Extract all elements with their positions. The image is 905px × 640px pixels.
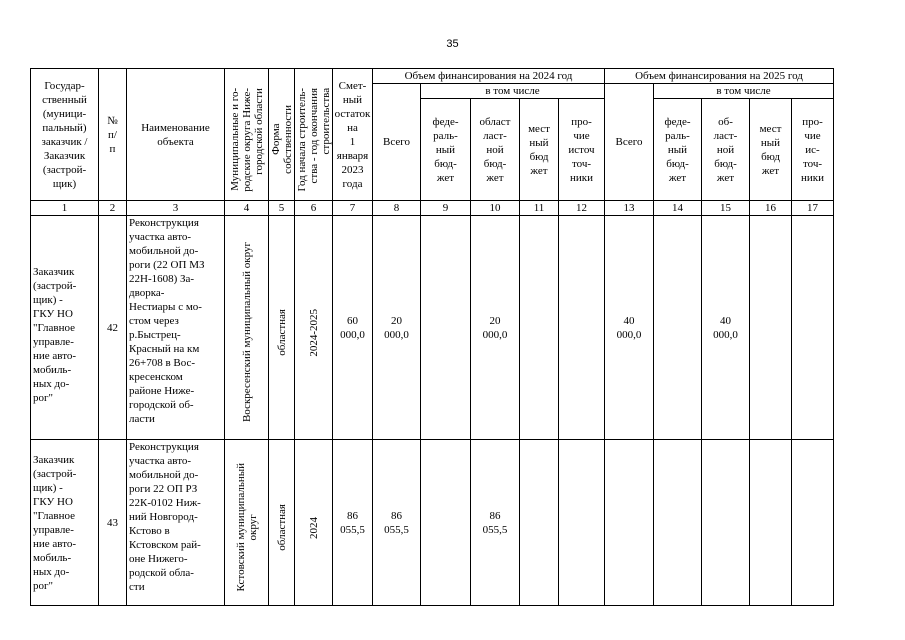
header-estimate: Смет- ный остаток на 1 января 2023 года	[333, 69, 373, 201]
cell-regional-2024: 20 000,0	[471, 216, 520, 440]
header-federal-2025: феде- раль- ный бюд- жет	[654, 99, 702, 201]
column-number: 15	[702, 201, 750, 216]
cell-customer: Заказчик (застрой- щик) - ГКУ НО "Главное управле- ние авто- мобиль- ных до- рог"	[31, 440, 99, 606]
header-ownership	[269, 69, 295, 201]
column-number: 12	[559, 201, 605, 216]
column-number: 14	[654, 201, 702, 216]
cell-years	[295, 440, 333, 606]
cell-years-text: 2024-2025	[307, 308, 320, 357]
cell-total-2024: 20 000,0	[373, 216, 421, 440]
header-local-2024: мест ный бюд жет	[520, 99, 559, 201]
cell-local-2024	[520, 216, 559, 440]
header-total-2024: Всего	[373, 84, 421, 201]
column-number: 9	[421, 201, 471, 216]
header-ownership-text: Форма собственности	[269, 105, 294, 174]
cell-ownership	[269, 216, 295, 440]
header-including-2025: в том числе	[654, 84, 834, 99]
header-municipality-text: Муниципальные и го- родские округа Ниже- городской области	[228, 87, 265, 192]
header-funding-2024: Объем финансирования на 2024 год	[373, 69, 605, 84]
cell-other-2024	[559, 440, 605, 606]
column-number: 16	[750, 201, 792, 216]
cell-federal-2025	[654, 216, 702, 440]
cell-regional-2024: 86 055,5	[471, 440, 520, 606]
header-federal-2024: феде- раль- ный бюд- жет	[421, 99, 471, 201]
header-total-2025: Всего	[605, 84, 654, 201]
header-municipality	[225, 69, 269, 201]
header-other-2025: про- чие ис- точ- ники	[792, 99, 834, 201]
cell-municipality-text: Кстовский муниципальный округ	[234, 463, 259, 592]
cell-estimate: 86 055,5	[333, 440, 373, 606]
cell-object-name: Реконструкция участка авто- мобильной до- роги 22 ОП РЗ 22К-0102 Ниж- ний Новгород- Кстово в Кстовском рай- оне Нижего- родской обла- сти	[127, 440, 225, 606]
column-number: 3	[127, 201, 225, 216]
header-customer: Государ- ственный (муници- пальный) заказчик / Заказчик (застрой- щик)	[31, 69, 99, 201]
cell-ownership-text: областная	[275, 504, 288, 551]
cell-total-2025: 40 000,0	[605, 216, 654, 440]
column-number: 17	[792, 201, 834, 216]
cell-customer: Заказчик (застрой- щик) - ГКУ НО "Главное управле- ние авто- мобиль- ных до- рог"	[31, 216, 99, 440]
column-number: 13	[605, 201, 654, 216]
cell-local-2025	[750, 440, 792, 606]
header-number: № п/ п	[99, 69, 127, 201]
header-funding-2025: Объем финансирования на 2025 год	[605, 69, 834, 84]
column-number: 1	[31, 201, 99, 216]
header-regional-2024: област ласт- ной бюд- жет	[471, 99, 520, 201]
cell-estimate: 60 000,0	[333, 216, 373, 440]
column-number: 10	[471, 201, 520, 216]
cell-object-name: Реконструкция участка авто- мобильной до- роги (22 ОП МЗ 22Н-1608) За- дворка- Нестиары с мо- стом через р.Быстрец- Красный на км 26+708 в Вос- кресенском районе Ниже- городской об- ласти	[127, 216, 225, 440]
column-number: 5	[269, 201, 295, 216]
cell-years	[295, 216, 333, 440]
cell-total-2024: 86 055,5	[373, 440, 421, 606]
header-years-text: Год начала строитель- ства - год окончания строительства	[295, 87, 332, 192]
column-number: 7	[333, 201, 373, 216]
column-number: 4	[225, 201, 269, 216]
funding-table	[30, 68, 834, 606]
cell-municipality-text: Воскресенский муниципальный округ	[240, 242, 253, 423]
cell-other-2025	[792, 440, 834, 606]
cell-local-2025	[750, 216, 792, 440]
cell-municipality	[225, 216, 269, 440]
cell-federal-2025	[654, 440, 702, 606]
column-number: 2	[99, 201, 127, 216]
cell-federal-2024	[421, 216, 471, 440]
cell-number: 43	[99, 440, 127, 606]
column-number: 6	[295, 201, 333, 216]
cell-ownership	[269, 440, 295, 606]
header-including-2024: в том числе	[421, 84, 605, 99]
cell-regional-2025: 40 000,0	[702, 216, 750, 440]
cell-number: 42	[99, 216, 127, 440]
cell-other-2024	[559, 216, 605, 440]
cell-total-2025	[605, 440, 654, 606]
header-other-2024: про- чие источ точ- ники	[559, 99, 605, 201]
cell-federal-2024	[421, 440, 471, 606]
table-row	[31, 440, 834, 606]
header-regional-2025: об- ласт- ной бюд- жет	[702, 99, 750, 201]
cell-years-text: 2024	[307, 516, 320, 539]
cell-municipality	[225, 440, 269, 606]
column-number: 8	[373, 201, 421, 216]
header-name: Наименование объекта	[127, 69, 225, 201]
page-number: 35	[446, 38, 459, 50]
table-row	[31, 216, 834, 440]
cell-local-2024	[520, 440, 559, 606]
cell-other-2025	[792, 216, 834, 440]
header-local-2025: мест ный бюд жет	[750, 99, 792, 201]
column-number: 11	[520, 201, 559, 216]
cell-regional-2025	[702, 440, 750, 606]
cell-ownership-text: областная	[275, 309, 288, 356]
header-years	[295, 69, 333, 201]
